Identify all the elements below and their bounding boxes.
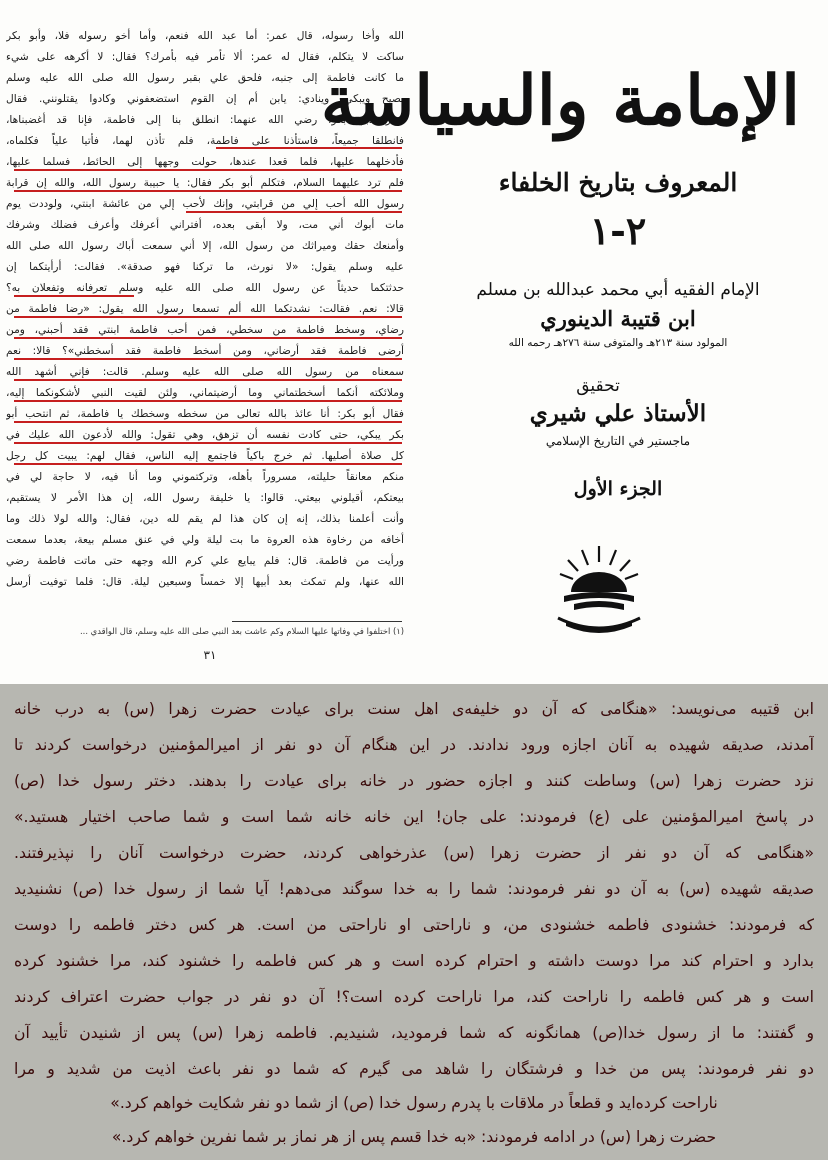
red-underline bbox=[14, 169, 402, 171]
text-line: وأمنعك حقك وميراثك من رسول الله، إلا أني سمعت أباك رسول الله صلى الله bbox=[6, 240, 404, 252]
translation-line: بدارد و احترام کند مرا دوست داشته و احترام کرده است و هر کس فاطمه را خشنود کند، مرا خشنود کرده bbox=[14, 952, 814, 970]
text-line: سمعناه من رسول الله صلى الله عليه وسلم. قالت: فإني أشهد الله bbox=[6, 366, 404, 378]
red-underline bbox=[186, 211, 402, 213]
author-name: ابن قتيبة الدينوري bbox=[540, 306, 696, 331]
red-underline bbox=[14, 379, 402, 381]
footnote: (١) اختلفوا في وفاتها عليها السلام وكم عاشت بعد النبي صلى الله عليه وسلم، قال الواقدي ... bbox=[80, 626, 404, 636]
text-line: يصيح ويبكي، وينادي: يابن أم إن القوم استضعفوني وكادوا يقتلونني. فقال bbox=[6, 93, 404, 105]
text-line: بكر يبكي، حتى كادت نفسه أن تزهق، وهي تقول: والله لأدعون الله عليك في bbox=[6, 429, 404, 441]
text-line: حدثتكما حديثاً عن رسول الله صلى الله عليه وسلم تعرفانه وتفعلان به؟ bbox=[6, 282, 404, 294]
translation-line: ناراحت کرده‌اید و قطعاً در ملاقات با پدرم رسول خدا (ص) از شما دو نفر شکایت خواهم کرد.» bbox=[110, 1094, 718, 1112]
text-line: وأنت أعلمنا بذلك، إنه إن كان هذا لم يقم لله دين، فقال: والله لولا ذلك وما bbox=[6, 513, 404, 525]
red-underline bbox=[14, 421, 402, 423]
translation-line: صدیقه شهیده (س) به آن دو نفر فرمودند: شما را به خدا سوگند می‌دهم! آیا شما از رسول خدا (ص) نشنیدید bbox=[14, 880, 814, 898]
translation-line: حضرت زهرا (س) در ادامه فرمودند: «به خدا قسم پس از هر نماز بر شما نفرین خواهم کرد.» bbox=[111, 1128, 717, 1146]
text-line: رضاي، وسخط فاطمة من سخطي، فمن أحب فاطمة ابنتي فقد أحبني، ومن bbox=[6, 324, 404, 336]
author-dates: المولود سنة ٢١٣هـ والمتوفى سنة ٢٧٦هـ رحمه الله bbox=[508, 337, 728, 349]
publisher-logo-icon bbox=[544, 540, 654, 640]
text-line: عليه وسلم يقول: «لا نورث، ما تركنا فهو صدقة». فقالت: أرأيتكما إن bbox=[6, 261, 404, 273]
red-underline bbox=[14, 400, 402, 402]
book-title: الإمامة والسياسة bbox=[320, 61, 800, 141]
tahqiq-label: تحقيق bbox=[576, 376, 620, 396]
text-line: فلم ترد عليهما السلام، فتكلم أبو بكر فقال: يا حبيبة رسول الله، والله إن قرابة bbox=[6, 177, 404, 189]
volume-range: ٢-١ bbox=[589, 208, 647, 253]
text-line: فقال أبو بكر: أنا عائذ بالله تعالى من سخطه وسخطك يا فاطمة، ثم انتحب أبو bbox=[6, 408, 404, 420]
translation-line: «هنگامی که آن دو نفر از حضرت زهرا (س) عذرخواهی کردند، حضرت درخواست آنان را نپذیرفتند. bbox=[14, 844, 814, 862]
red-underline bbox=[14, 190, 402, 192]
book-subtitle: المعروف بتاريخ الخلفاء bbox=[498, 168, 738, 197]
text-line: ورأيت من فاطمة. قال: فلم يبايع علي كرم الله وجهه حتى ماتت فاطمة رضي bbox=[6, 555, 404, 567]
translation-line: است و هر کس فاطمه را ناراحت کند، مرا ناراحت کرده است؟! آن دو نفر در جواب حضرت اعتراف کردند bbox=[14, 988, 814, 1006]
editor-name: الأستاذ علي شيري bbox=[529, 400, 707, 427]
translation-line: آمدند، صدیقه شهیده به آنان اجازه ورود ندادند. در این هنگام آن دو نفر از امیرالمؤمنین درخواست کردند تا bbox=[14, 736, 814, 754]
red-underline bbox=[14, 316, 402, 318]
red-underline bbox=[14, 358, 402, 360]
text-line: أخافه من رخاوة هذه العروة ما بت ليلة ولي في عنق مسلم بيعة، بعدما سمعت bbox=[6, 534, 404, 546]
translation-line: ابن قتیبه می‌نویسد: «هنگامی که آن دو خلیفه‌ی اهل سنت برای عیادت حضرت زهرا (س) به درب خانه bbox=[14, 700, 814, 718]
text-line: منكم معانقاً حليلته، مسروراً بأهله، وتركتموني وما أنا فيه، لا حاجة لي في bbox=[6, 471, 404, 483]
page-number: ٣١ bbox=[203, 648, 217, 662]
text-line: بيعتكم، أقيلوني بيعتي. قالوا: يا خليفة رسول الله، إن هذا الأمر لا يستقيم، bbox=[6, 492, 404, 504]
text-line: رسول الله أحب إلي من قرابتي، وإنك لأحب إلي من عائشة ابنتي، ولوددت يوم bbox=[6, 198, 404, 210]
volume-label: الجزء الأول bbox=[573, 478, 663, 500]
title-page bbox=[320, 0, 828, 684]
author-line: الإمام الفقيه أبي محمد عبدالله بن مسلم bbox=[476, 280, 760, 300]
red-underline bbox=[14, 463, 402, 465]
editor-title: ماجستير في التاريخ الإسلامي bbox=[545, 434, 691, 448]
red-underline bbox=[14, 295, 134, 297]
translation-line: دو نفر فرمودند: پس من خدا و فرشتگان را شاهد می گیرم که شما دو نفر باعث اذیت من شدید و مرا bbox=[14, 1060, 814, 1078]
text-line: قالا: نعم. فقالت: نشدتكما الله ألم تسمعا رسول الله يقول: «رضا فاطمة من bbox=[6, 303, 404, 315]
translation-line: که فرمودند: خشنودی فاطمه خشنودی من، و ناراحتی او ناراحتی من است. هر کس دختر فاطمه را دوست bbox=[14, 916, 814, 934]
text-line: أرضى فاطمة فقد أرضاني، ومن أسخط فاطمة فقد أسخطني»؟ قالا: نعم bbox=[6, 345, 404, 357]
text-line: عمر لأبي بكر، رضي الله عنهما: انطلق بنا إلى فاطمة، فإنا قد أغضبناها، bbox=[6, 114, 404, 126]
text-line: فأدخلهما عليها، فلما قعدا عندها، حولت وجهها إلى الحائط، فسلما عليها، bbox=[6, 156, 404, 168]
red-underline bbox=[14, 442, 402, 444]
text-line: وملائكته أنكما أسخطتماني وما أرضيتماني، ولئن لقيت النبي لأشكونكما إليه، bbox=[6, 387, 404, 399]
translation-line: و گفتند: ما از رسول خدا(ص) همانگونه که شما فرمودید، شنیدیم. فاطمه زهرا (س) پس از شنیدن تأیید آن bbox=[14, 1024, 814, 1042]
text-line: ما كانت فاطمة إلى جنبه، فلحق علي بقبر رسول الله صلى الله عليه وسلم bbox=[6, 72, 404, 84]
text-line: فانطلقا جميعاً، فاستأذنا على فاطمة، فلم تأذن لهما، فأتيا علياً فكلماه، bbox=[6, 135, 404, 147]
footnote-rule bbox=[232, 621, 402, 622]
text-line: كل صلاة أصليها. ثم خرج باكياً فاجتمع إليه الناس، فقال لهم: يبيت كل رجل bbox=[6, 450, 404, 462]
text-line: ساكت لا يتكلم، فقال له عمر: ألا تأمر فيه بأمرك؟ فقال: لا أكرهه على شيء bbox=[6, 51, 404, 63]
persian-translation-panel bbox=[0, 684, 828, 1160]
translation-line: نزد حضرت زهرا (س) وساطت کنند و اجازه حضور در خانه برای عیادت را بدهند. دختر رسول خدا (ص) bbox=[14, 772, 814, 790]
translation-line: در پاسخ امیرالمؤمنین علی (ع) فرمودند: علی جان! این خانه خانه شما است و شما صاحب اختیار هستید.» bbox=[14, 808, 814, 826]
text-line: الله وأخا رسوله، قال عمر: أما عبد الله فنعم، وأما أخو رسوله فلا، وأبو بكر bbox=[6, 30, 404, 42]
red-underline bbox=[14, 337, 402, 339]
text-line: الله عنها، ولم تمكث بعد أبيها إلا خمساً وسبعين ليلة. قال: فلما توفيت أرسل bbox=[6, 576, 404, 588]
text-line: مات أبوك أني مت، ولا أبقى بعده، أفتراني أعرفك وأعرف فضلك وشرفك bbox=[6, 219, 404, 231]
